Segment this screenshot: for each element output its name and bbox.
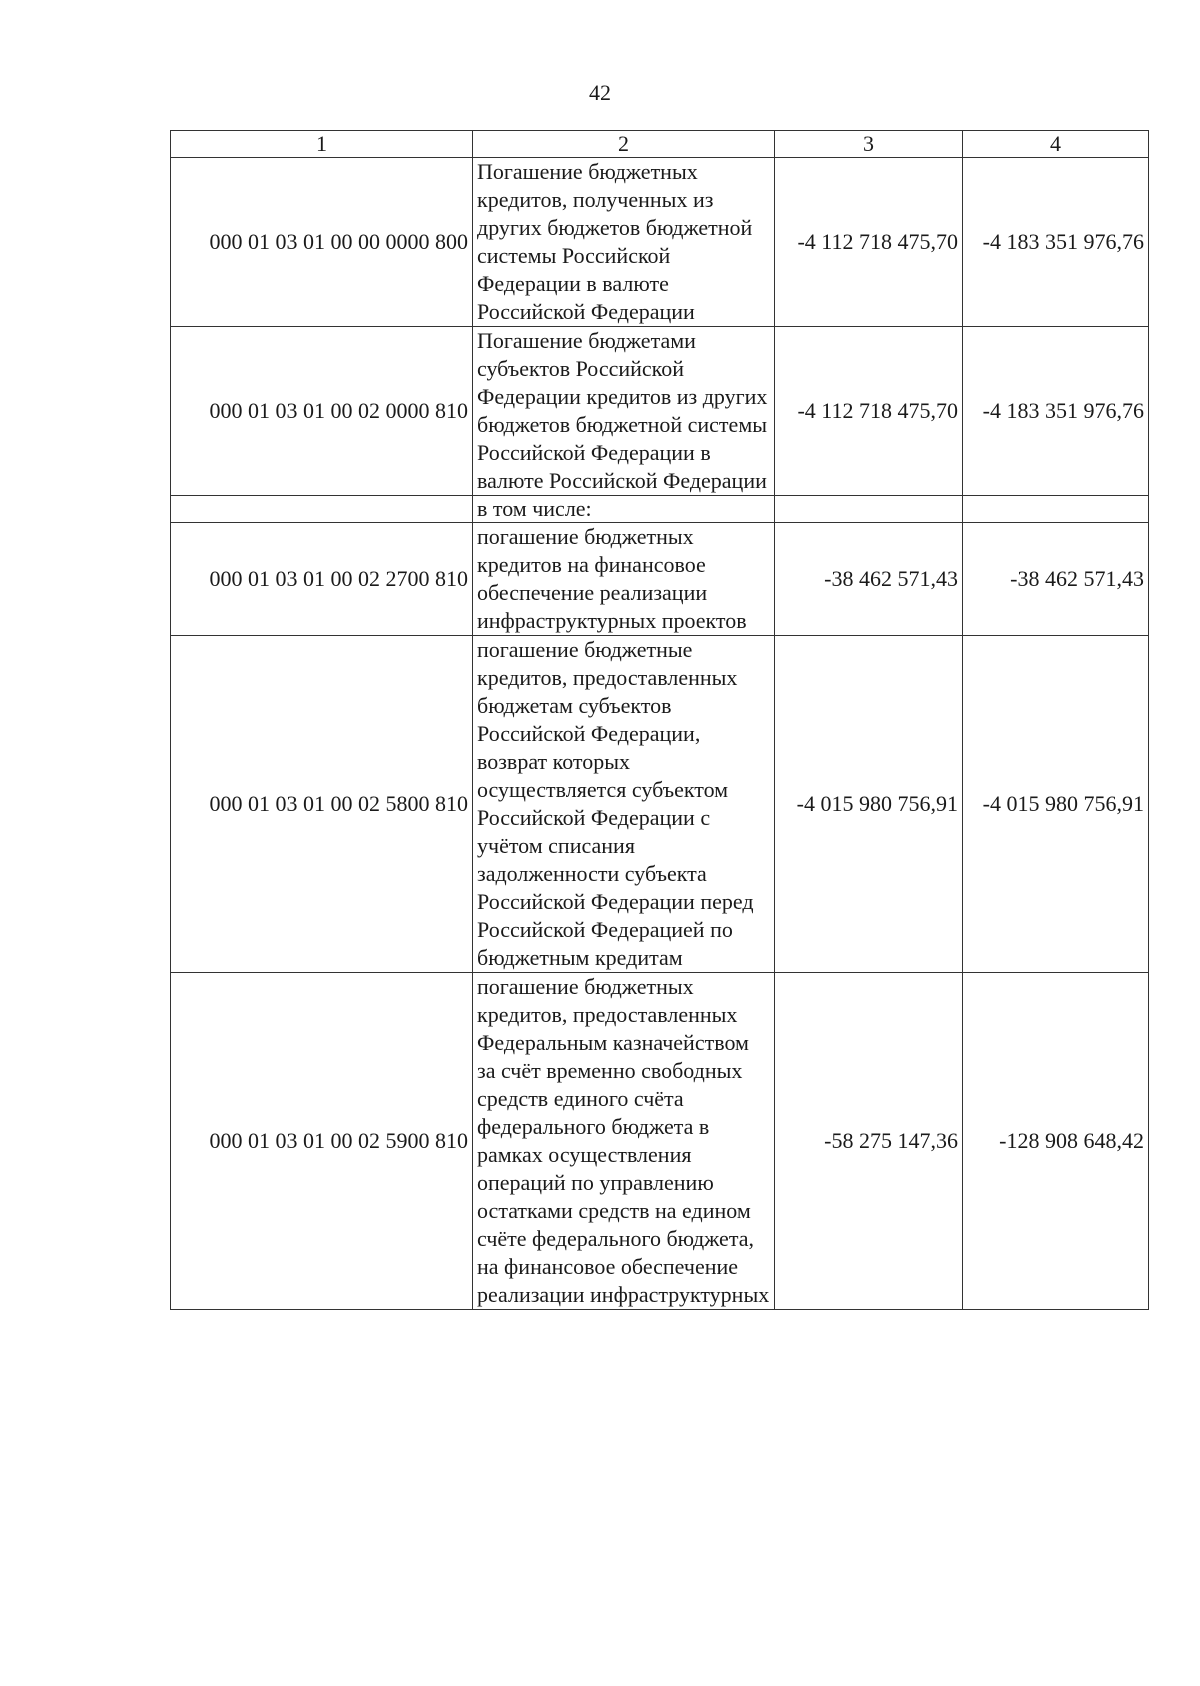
column-header-4: 4 — [963, 131, 1149, 158]
row-value-col3: -58 275 147,36 — [775, 973, 963, 1310]
page-number: 42 — [589, 80, 611, 105]
table-row — [171, 327, 1149, 496]
row-code — [171, 496, 473, 523]
column-header-2: 2 — [473, 131, 775, 158]
row-code: 000 01 03 01 00 02 0000 810 — [171, 327, 473, 496]
table-header-row — [171, 131, 1149, 158]
row-description: Погашение бюджетами субъектов Российской Федерации кредитов из других бюджетов бюджетной системы Российской Федерации в валюте Российской Федерации — [473, 327, 775, 496]
row-value-col3: -4 015 980 756,91 — [775, 636, 963, 973]
row-description: в том числе: — [473, 496, 775, 523]
row-code: 000 01 03 01 00 02 5800 810 — [171, 636, 473, 973]
budget-sources-table — [170, 130, 1149, 1310]
table-row — [171, 973, 1149, 1310]
row-value-col4: -38 462 571,43 — [963, 523, 1149, 636]
row-code: 000 01 03 01 00 02 5900 810 — [171, 973, 473, 1310]
row-description: Погашение бюджетных кредитов, полученных из других бюджетов бюджетной системы Российской Федерации в валюте Российской Федерации — [473, 158, 775, 327]
table-row — [171, 523, 1149, 636]
column-header-1: 1 — [171, 131, 473, 158]
row-description: погашение бюджетные кредитов, предоставленных бюджетам субъектов Российской Федерации, возврат которых осуществляется субъектом Российской Федерации с учётом списания задолженности субъекта Российской Федерации перед Российской Федерацией по бюджетным кредитам — [473, 636, 775, 973]
row-value-col3: -4 112 718 475,70 — [775, 327, 963, 496]
row-value-col3: -38 462 571,43 — [775, 523, 963, 636]
row-code: 000 01 03 01 00 00 0000 800 — [171, 158, 473, 327]
column-header-3: 3 — [775, 131, 963, 158]
row-value-col3 — [775, 496, 963, 523]
row-value-col4: -4 183 351 976,76 — [963, 327, 1149, 496]
table-row — [171, 636, 1149, 973]
row-description: погашение бюджетных кредитов на финансовое обеспечение реализации инфраструктурных проектов — [473, 523, 775, 636]
row-description: погашение бюджетных кредитов, предоставленных Федеральным казначейством за счёт временно свободных средств единого счёта федерального бюджета в рамках осуществления операций по управлению остатками средств на едином счёте федерального бюджета, на финансовое обеспечение реализации инфраструктурных — [473, 973, 775, 1310]
row-value-col4: -128 908 648,42 — [963, 973, 1149, 1310]
table-row — [171, 158, 1149, 327]
row-value-col3: -4 112 718 475,70 — [775, 158, 963, 327]
row-code: 000 01 03 01 00 02 2700 810 — [171, 523, 473, 636]
row-value-col4: -4 015 980 756,91 — [963, 636, 1149, 973]
row-value-col4 — [963, 496, 1149, 523]
table-row-subheading — [171, 496, 1149, 523]
row-value-col4: -4 183 351 976,76 — [963, 158, 1149, 327]
